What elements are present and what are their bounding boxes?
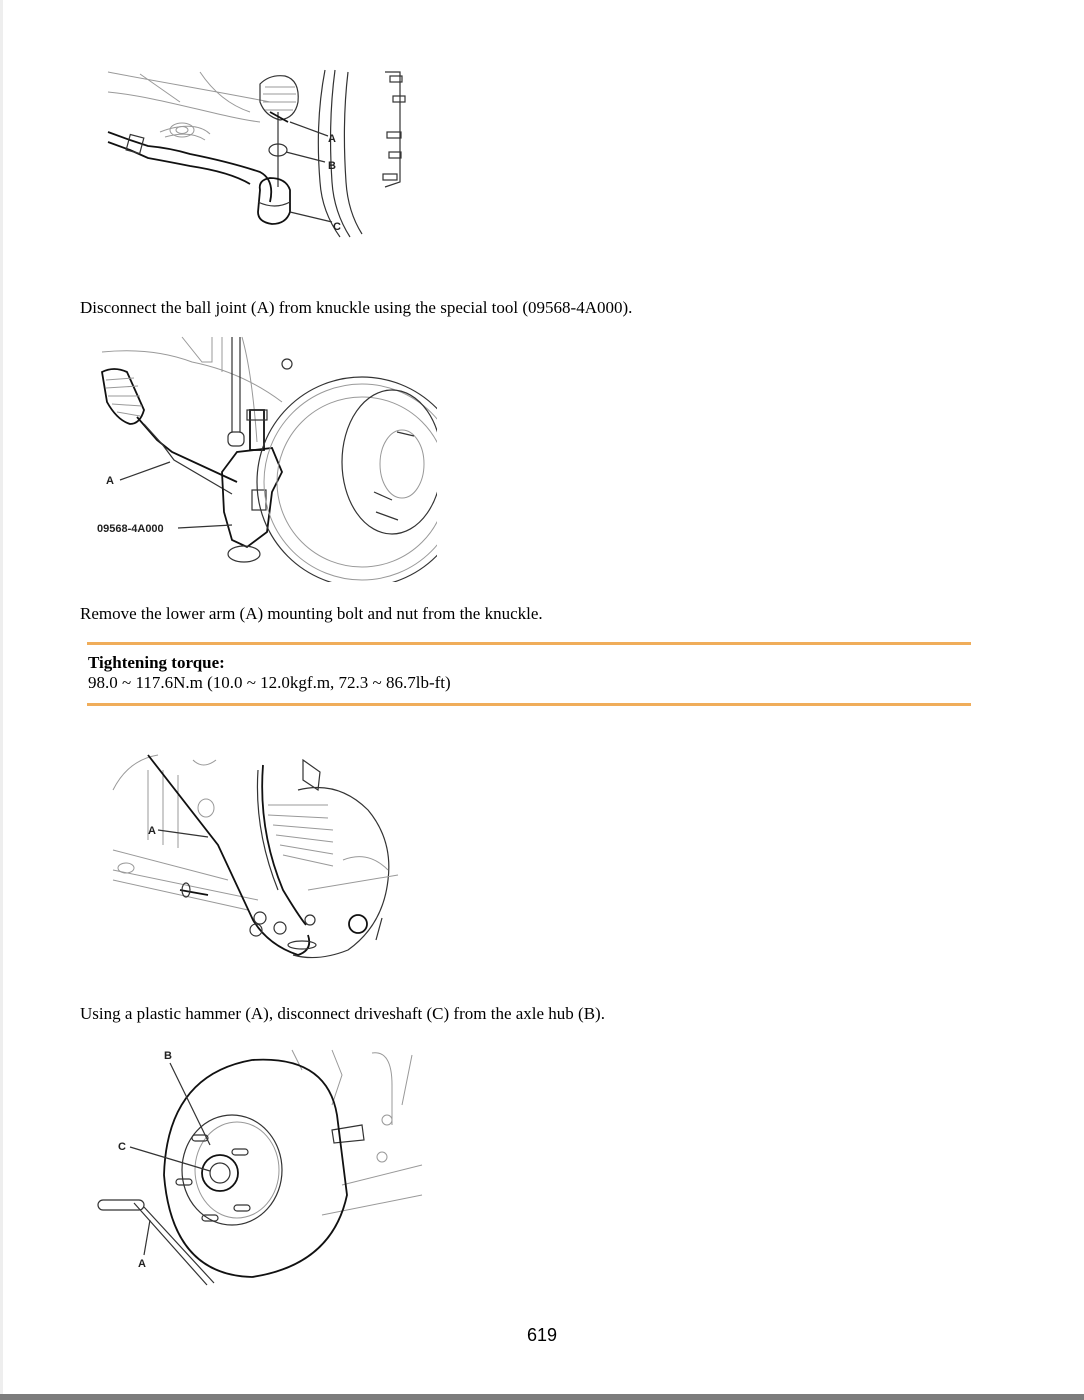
lower-arm-bolt-figure (108, 750, 428, 965)
leader-line (170, 1063, 210, 1145)
figure-2-drawing (102, 337, 437, 582)
callout-label: A (138, 1258, 146, 1270)
figure-3-drawing (113, 755, 398, 958)
viewer-bottom-bar (0, 1394, 1084, 1400)
step-instruction: Using a plastic hammer (A), disconnect driveshaft (C) from the axle hub (B). (80, 1004, 605, 1023)
callout-label: C (118, 1141, 126, 1153)
callout-label: B (164, 1050, 172, 1062)
ball-joint-special-tool-figure (92, 332, 437, 582)
callout-label: A (148, 825, 156, 837)
ball-joint-nut-removal-figure (100, 62, 430, 242)
callout-label: B (328, 160, 336, 172)
leader-line (178, 525, 232, 528)
page-number: 619 (526, 1325, 558, 1345)
callout-label: A (106, 475, 114, 487)
callout-label: C (333, 221, 341, 233)
leader-line (144, 1220, 150, 1255)
leader-line (120, 462, 170, 480)
step-instruction: Remove the lower arm (A) mounting bolt and nut from the knuckle. (80, 604, 543, 623)
note-torque-value: 98.0 ~ 117.6N.m (10.0 ~ 12.0kgf.m, 72.3 ~ 86.7lb-ft) (88, 673, 451, 692)
tool-number-label: 09568-4A000 (97, 523, 164, 535)
figure-4-drawing (98, 1050, 422, 1285)
step-instruction: Disconnect the ball joint (A) from knuckle using the special tool (09568-4A000). (80, 298, 633, 317)
leader-line (158, 830, 208, 837)
note-title: Tightening torque: (88, 653, 225, 672)
figure-1-drawing (108, 70, 405, 237)
driveshaft-hammer-figure (92, 1045, 432, 1290)
tightening-torque-note (87, 642, 971, 706)
callout-label: A (328, 133, 336, 145)
